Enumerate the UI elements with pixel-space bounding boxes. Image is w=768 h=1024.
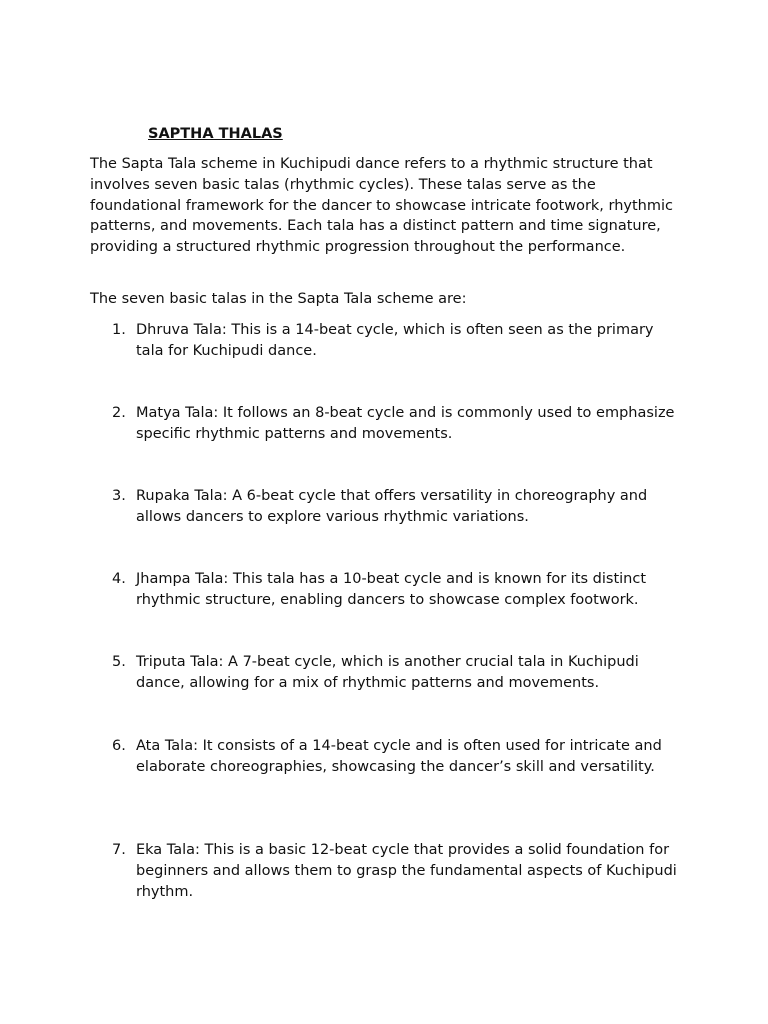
list-item-number: 6. [112,738,126,754]
list-item-text: Eka Tala: This is a basic 12-beat cycle that provides a solid foundation for beginners and allows them to grasp the fundamental aspects of Kuchipudi rhythm. [136,842,677,900]
list-lead-paragraph: The seven basic talas in the Sapta Tala scheme are: [90,291,467,307]
list-item-text: Dhruva Tala: This is a 14-beat cycle, which is often seen as the primary tala for Kuchipudi dance. [136,322,654,359]
list-item-number: 5. [112,654,126,670]
list-item-number: 1. [112,322,126,338]
list-item-number: 7. [112,842,126,858]
list-item-text: Rupaka Tala: A 6-beat cycle that offers versatility in choreography and allows dancers to explore various rhythmic variations. [136,488,648,525]
list-item-text: Matya Tala: It follows an 8-beat cycle and is commonly used to emphasize specific rhythmic patterns and movements. [136,405,675,442]
document-title: SAPTHA THALAS [148,126,283,142]
list-item-text: Triputa Tala: A 7-beat cycle, which is another crucial tala in Kuchipudi dance, allowing for a mix of rhythmic patterns and movements. [136,654,639,691]
list-item-text: Jhampa Tala: This tala has a 10-beat cycle and is known for its distinct rhythmic structure, enabling dancers to showcase complex footwork. [136,571,647,608]
intro-paragraph: The Sapta Tala scheme in Kuchipudi dance refers to a rhythmic structure that involves seven basic talas (rhythmic cycles). These talas serve as the foundational framework for the dancer to showcase intricate footwork, rhythmic patterns, and movements. Each tala has a distinct pattern and time signature, providing a structured rhythmic progression throughout the performance. [90,156,674,256]
list-item-number: 4. [112,571,126,587]
list-item-number: 3. [112,488,126,504]
list-item-text: Ata Tala: It consists of a 14-beat cycle and is often used for intricate and elaborate choreographies, showcasing the dancer’s skill and versatility. [136,738,662,775]
list-item-number: 2. [112,405,126,421]
